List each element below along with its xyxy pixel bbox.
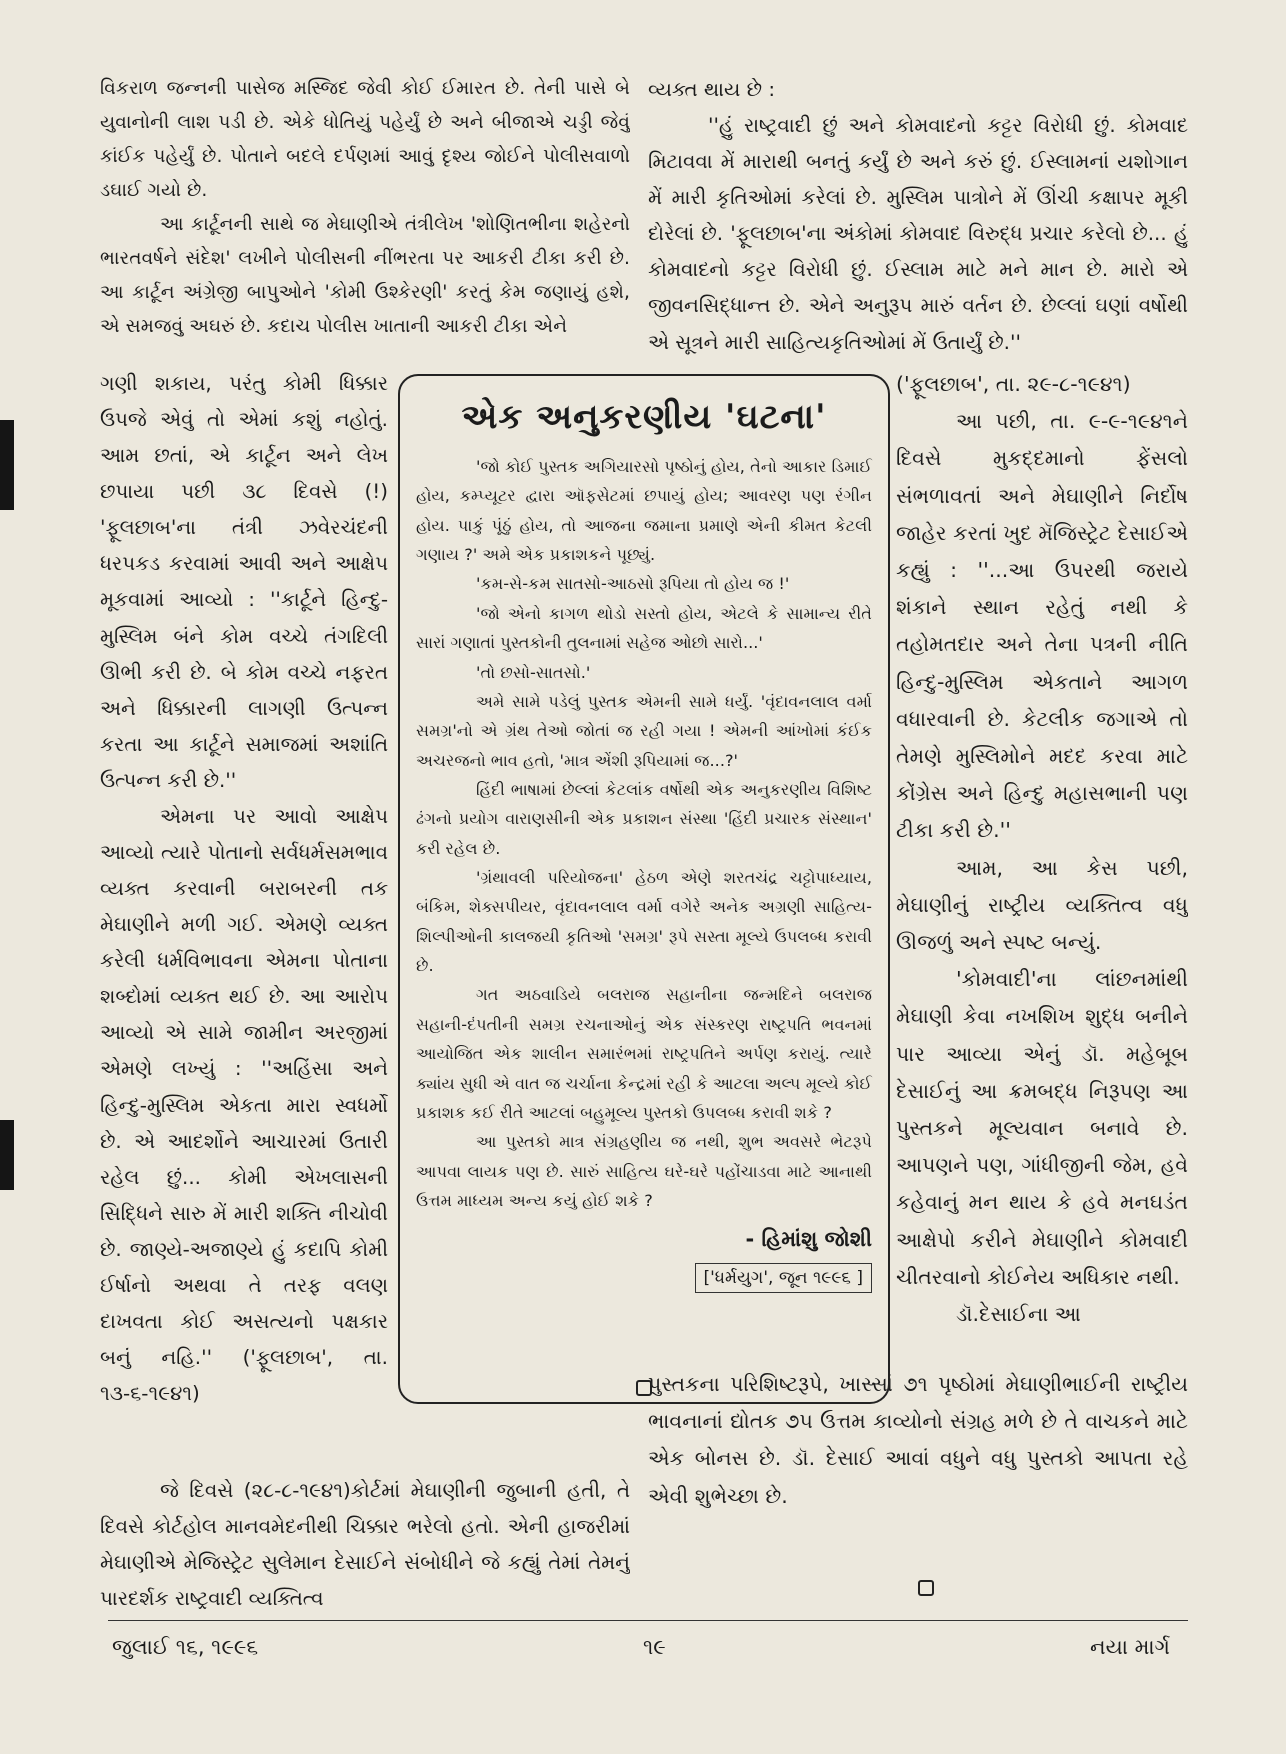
footer-date: જુલાઈ ૧૬, ૧૯૯૬ <box>112 1635 259 1659</box>
paragraph: પુસ્તકના પરિશિષ્ટરૂપે, ખાસ્સાં ૭૧ પૃષ્ઠોમાં મેઘાણીભાઈની રાષ્ટ્રીય ભાવનાનાં દ્યોતક ૭૫ ઉત્તમ કાવ્યોનો સંગ્રહ મળે છે તે વાચકને માટે એક બોનસ છે. ડૉ. દેસાઈ આવાં વધુને વધુ પુસ્તકો આપતા રહે એવી શુભેચ્છા છે. <box>648 1372 1188 1508</box>
paragraph: વિકરાળ જન્નની પાસેજ મસ્જિદ જેવી કોઈ ઈમારત છે. તેની પાસે બે યુવાનોની લાશ પડી છે. એકે ધોતિયું પહેર્યું છે અને બીજાએ ચડ્ડી જેવું કાંઈક પહેર્યું છે. પોતાને બદલે દર્પણમાં આવું દૃશ્ય જોઈને પોલીસવાળો ડઘાઈ ગયો છે. <box>100 78 630 201</box>
box-paragraph: અમે સામે પડેલું પુસ્તક એમની સામે ધર્યું. 'વૃંદાવનલાલ વર્મા સમગ્ર'નો એ ગ્રંથ તેઓ જોતાં જ રહી ગયા ! એમની આંખોમાં કંઈક અચરજનો ભાવ હતો, 'માત્ર એંશી રૂપિયામાં જ...?' <box>416 691 872 770</box>
scan-edge-mark <box>0 420 14 510</box>
left-column-narrow <box>100 366 388 1412</box>
right-column-narrow <box>896 366 1188 1333</box>
box-paragraph: 'કમ-સે-કમ સાતસો-આઠસો રૂપિયા તો હોય જ !' <box>476 574 790 594</box>
box-source <box>416 1263 872 1293</box>
paragraph: 'કોમવાદી'ના લાંછનમાંથી મેઘાણી કેવા નખશિખ શુદ્ધ બનીને પાર આવ્યા એનું ડૉ. મહેબૂબ દેસાઈનું આ ક્રમબદ્ધ નિરૂપણ આ પુસ્તકને મૂલ્યવાન બનાવે છે. આપણને પણ, ગાંધીજીની જેમ, હવે કહેવાનું મન થાય કે હવે મનઘડંત આક્ષેપો કરીને મેઘાણીને કોમવાદી ચીતરવાનો કોઈનેય અધિકાર નથી. <box>896 967 1188 1289</box>
paragraph: એમના પર આવો આક્ષેપ આવ્યો ત્યારે પોતાનો સર્વધર્મસમભાવ વ્યક્ત કરવાની બરાબરની તક મેઘાણીને મળી ગઈ. એમણે વ્યક્ત કરેલી ધર્મવિભાવના એમના પોતાના શબ્દોમાં વ્યક્ત થઈ છે. આ આરોપ આવ્યો એ સામે જામીન અરજીમાં એમણે લખ્યું : ''અહિંસા અને હિન્દુ-મુસ્લિમ એકતા મારા સ્વધર્મો છે. એ આદર્શોને આચારમાં ઉતારી રહેલ છું... કોમી એખલાસની સિદ્ધિને સારુ મેં મારી શક્તિ નીચોવી છે. જાણ્યે-અજાણ્યે હું કદાપિ કોમી ઈર્ષાનો અથવા તે તરફ વલણ દાખવતા કોઈ અસત્યનો પક્ષકાર બનું નહિ.'' ('ફૂલછાબ', તા. ૧૩-૬-૧૯૪૧) <box>100 804 388 1406</box>
paragraph: આ પછી, તા. ૯-૯-૧૯૪૧ને દિવસે મુકદ્દમાનો ફેંસલો સંભળાવતાં અને મેઘાણીને નિર્દોષ જાહેર કરતાં ખુદ મૅજિસ્ટ્રેટ દેસાઈએ કહ્યું : ''...આ ઉપરથી જરાયે શંકાને સ્થાન રહેતું નથી કે તહોમતદાર અને તેના પત્રની નીતિ હિન્દુ-મુસ્લિમ એકતાને આગળ વધારવાની છે. કેટલીક જગાએ તો તેમણે મુસ્લિમોને મદદ કરવા માટે કોંગ્રેસ અને હિન્દુ મહાસભાની પણ ટીકા કરી છે.'' <box>896 409 1188 843</box>
box-source-label: ['ધર્મયુગ', જૂન ૧૯૯૬ ] <box>695 1263 873 1293</box>
left-column-bottom <box>100 1473 630 1617</box>
sidebar-box <box>398 374 890 1404</box>
quote-paragraph: ''હું રાષ્ટ્રવાદી છું અને કોમવાદનો કટ્ટર વિરોધી છું. કોમવાદ મિટાવવા મેં મારાથી બનતું કર્યું છે અને કરું છું. ઈસ્લામનાં યશોગાન મેં મારી કૃતિઓમાં કરેલાં છે. મુસ્લિમ પાત્રોને મેં ઊંચી કક્ષાપર મૂકી દોરેલાં છે. 'ફૂલછાબ'ના અંકોમાં કોમવાદ વિરુદ્ધ પ્રચાર કરેલો છે... હું કોમવાદનો કટ્ટર વિરોધી છું. ઈસ્લામ માટે મને માન છે. મારો એ જીવનસિદ્ધાન્ત છે. એને અનુરૂપ મારું વર્તન છે. છેલ્લાં ઘણાં વર્ષોથી એ સૂત્રને મારી સાહિત્યકૃતિઓમાં મેં ઉતાર્યું છે.'' <box>648 114 1188 354</box>
footer-rule <box>108 1620 1188 1621</box>
box-paragraph: 'તો છસો-સાતસો.' <box>476 662 591 682</box>
page-number: ૧૯ <box>643 1635 666 1659</box>
left-column-top <box>100 72 630 344</box>
end-mark-icon <box>636 1380 652 1396</box>
magazine-name: નયા માર્ગ <box>1090 1635 1170 1659</box>
right-column-top <box>648 72 1188 361</box>
paragraph: આ કાર્ટૂનની સાથે જ મેઘાણીએ તંત્રીલેખ 'શોણિતભીના શહેરનો ભારતવર્ષને સંદેશ' લખીને પોલીસની નીંભરતા પર આકરી ટીકા કરી છે. આ કાર્ટૂન અંગ્રેજી બાપુઓને 'કોમી ઉશ્કેરણી' કરતું કેમ જણાયું હશે, એ સમજવું અઘરું છે. કદાચ પોલીસ ખાતાની આકરી ટીકા એને <box>100 213 630 337</box>
paragraph: આમ, આ કેસ પછી, મેઘાણીનું રાષ્ટ્રીય વ્યક્તિત્વ વધુ ઊજળું અને સ્પષ્ટ બન્યું. <box>896 855 1188 955</box>
box-paragraph: 'ગ્રંથાવલી પરિયોજના' હેઠળ એણે શરતચંદ્ર ચટ્ટોપાધ્યાય, બંકિમ, શેક્સપીયર, વૃંદાવનલાલ વર્મા વગેરે અનેક અગ્રણી સાહિત્ય-શિલ્પીઓની કાલજયી કૃતિઓ 'સમગ્ર' રૂપે સસ્તા મૂલ્યે ઉપલબ્ધ કરાવી છે. <box>416 868 872 976</box>
scan-edge-mark <box>0 1120 14 1190</box>
box-paragraph: હિંદી ભાષામાં છેલ્લાં કેટલાંક વર્ષોથી એક અનુકરણીય વિશિષ્ટ ઢંગનો પ્રયોગ વારાણસીની એક પ્રકાશન સંસ્થા 'હિંદી પ્રચારક સંસ્થાન' કરી રહેલ છે. <box>416 779 872 858</box>
box-body <box>416 452 872 1215</box>
box-paragraph: 'જો કોઈ પુસ્તક અગિયારસો પૃષ્ઠોનું હોય, તેનો આકાર ડિમાઈ હોય, કમ્પ્યૂટર દ્વારા ઑફસેટમાં છપાયું હોય; આવરણ પણ રંગીન હોય. પાકું પૂંઠું હોય, તો આજના જમાના પ્રમાણે એની કીમત કેટલી ગણાય ?' અમે એક પ્રકાશકને પૂછ્યું. <box>416 457 872 565</box>
box-paragraph: આ પુસ્તકો માત્ર સંગ્રહણીય જ નથી, શુભ અવસરે ભેટરૂપે આપવા લાયક પણ છે. સારું સાહિત્ય ઘરે-ઘરે પહોંચાડવા માટે આનાથી ઉત્તમ માધ્યમ અન્ય કયું હોઈ શકે ? <box>416 1132 872 1210</box>
end-mark-icon <box>918 1580 934 1596</box>
box-author: - હિમાંશુ જોશી <box>745 1227 872 1252</box>
box-paragraph: ગત અઠવાડિયે બલરાજ સહાનીના જન્મદિને બલરાજ સહાની-દંપતીની સમગ્ર રચનાઓનું એક સંસ્કરણ રાષ્ટ્રપતિ ભવનમાં આયોજિત એક શાલીન સમારંભમાં રાષ્ટ્રપતિને અર્પણ કરાયું. ત્યારે ક્યાંય સુધી એ વાત જ ચર્ચાના કેન્દ્રમાં રહી કે આટલા અલ્પ મૂલ્યે કોઈ પ્રકાશક કઈ રીતે આટલાં બહુમૂલ્ય પુસ્તકો ઉપલબ્ધ કરાવી શકે ? <box>416 985 872 1122</box>
citation: ('ફૂલછાબ', તા. ૨૯-૮-૧૯૪૧) <box>896 372 1131 396</box>
paragraph: ગણી શકાય, પરંતુ કોમી ધિક્કાર ઉપજે એવું તો એમાં કશું નહોતું. આમ છતાં, એ કાર્ટૂન અને લેખ છપાયા પછી ૩૮ દિવસે (!) 'ફૂલછાબ'ના તંત્રી ઝવેરચંદની ધરપકડ કરવામાં આવી અને આક્ષેપ મૂકવામાં આવ્યો : ''કાર્ટૂને હિન્દુ-મુસ્લિમ બંને કોમ વચ્ચે તંગદિલી ઊભી કરી છે. બે કોમ વચ્ચે નફરત અને ધિક્કારની લાગણી ઉત્પન્ન કરતા આ કાર્ટૂને સમાજમાં અશાંતિ ઉત્પન્ન કરી છે.'' <box>100 372 388 792</box>
box-title: એક અનુકરણીય 'ઘટના' <box>461 397 827 437</box>
paragraph: જે દિવસે (૨૮-૮-૧૯૪૧)કોર્ટમાં મેઘાણીની જુબાની હતી, તે દિવસે કોર્ટહોલ માનવમેદનીથી ચિક્કાર ભરેલો હતો. એની હાજરીમાં મેઘાણીએ મેજિસ્ટ્રેટ સુલેમાન દેસાઈને સંબોધીને જે કહ્યું તેમાં તેમનું પારદર્શક રાષ્ટ્રવાદી વ્યક્તિત્વ <box>100 1479 630 1611</box>
paragraph: ડૉ.દેસાઈના આ <box>956 1302 1081 1327</box>
paragraph: વ્યક્ત થાય છે : <box>648 78 776 101</box>
box-paragraph: 'જો એનો કાગળ થોડો સસ્તો હોય, એટલે કે સામાન્ય રીતે સારાં ગણાતાં પુસ્તકોની તુલનામાં સહેજ ઓછો સારો...' <box>416 603 872 653</box>
